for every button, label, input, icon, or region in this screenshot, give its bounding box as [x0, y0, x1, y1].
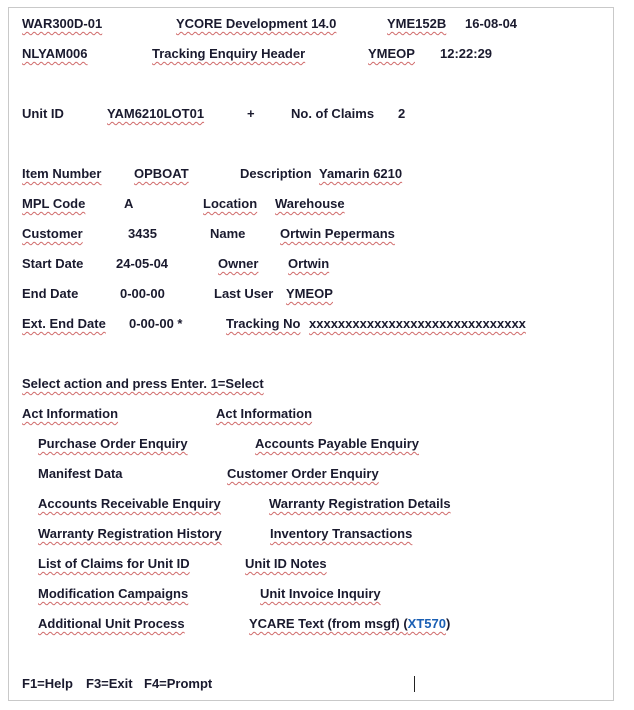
action-unit-invoice-inquiry[interactable]: Unit Invoice Inquiry	[260, 586, 381, 601]
action-manifest-data[interactable]: Manifest Data	[38, 466, 123, 481]
action-purchase-order-enquiry[interactable]: Purchase Order Enquiry	[38, 436, 188, 451]
item-number-value: OPBOAT	[134, 166, 189, 181]
action-instruction: Select action and press Enter. 1=Select	[22, 376, 264, 391]
action-warranty-registration-history[interactable]: Warranty Registration History	[38, 526, 222, 541]
mpl-code-label: MPL Code	[22, 196, 86, 211]
unit-id-prompt[interactable]: +	[247, 106, 255, 121]
location-label: Location	[203, 196, 258, 211]
unit-id-field[interactable]: YAM6210LOT01	[107, 106, 205, 121]
action-header-right: Act Information	[216, 406, 313, 421]
ycare-text-label: YCARE Text (from msgf) (	[249, 616, 408, 631]
user-code: YME152B	[387, 16, 447, 31]
system-name: YCORE Development 14.0	[176, 16, 337, 31]
item-number-label: Item Number	[22, 166, 102, 181]
action-ycare-text[interactable]	[249, 616, 450, 632]
end-date-label: End Date	[22, 286, 79, 301]
xt570-link[interactable]: XT570	[407, 616, 446, 631]
ext-end-date-value: 0-00-00 *	[129, 316, 183, 331]
last-user-value: YMEOP	[286, 286, 333, 301]
claims-label: No. of Claims	[291, 106, 375, 121]
f1-help-key[interactable]: F1=Help	[22, 676, 73, 691]
action-header-left: Act Information	[22, 406, 119, 421]
customer-label: Customer	[22, 226, 83, 241]
ext-end-date-label: Ext. End Date	[22, 316, 106, 331]
header-time: 12:22:29	[440, 46, 493, 61]
customer-value: 3435	[128, 226, 157, 241]
action-inventory-transactions[interactable]: Inventory Transactions	[270, 526, 413, 541]
f4-prompt-key[interactable]: F4=Prompt	[144, 676, 213, 691]
unit-id-label: Unit ID	[22, 106, 64, 121]
f3-exit-key[interactable]: F3=Exit	[86, 676, 133, 691]
end-date-value: 0-00-00	[120, 286, 165, 301]
owner-value: Ortwin	[288, 256, 330, 271]
action-accounts-receivable-enquiry[interactable]: Accounts Receivable Enquiry	[38, 496, 221, 511]
name-label: Name	[210, 226, 246, 241]
action-warranty-registration-details[interactable]: Warranty Registration Details	[269, 496, 451, 511]
owner-label: Owner	[218, 256, 259, 271]
tracking-no-value: xxxxxxxxxxxxxxxxxxxxxxxxxxxxxx	[309, 316, 526, 331]
description-label: Description	[240, 166, 312, 181]
location-value: Warehouse	[275, 196, 345, 211]
tracking-no-label: Tracking No	[226, 316, 301, 331]
ycare-text-close: )	[445, 616, 451, 631]
text-cursor	[414, 676, 415, 692]
name-value: Ortwin Pepermans	[280, 226, 395, 241]
last-user-label: Last User	[214, 286, 274, 301]
action-list-of-claims[interactable]: List of Claims for Unit ID	[38, 556, 190, 571]
program-id: WAR300D-01	[22, 16, 103, 31]
action-customer-order-enquiry[interactable]: Customer Order Enquiry	[227, 466, 379, 481]
description-value: Yamarin 6210	[319, 166, 403, 181]
action-additional-unit-process[interactable]: Additional Unit Process	[38, 616, 185, 631]
action-unit-id-notes[interactable]: Unit ID Notes	[245, 556, 327, 571]
action-accounts-payable-enquiry[interactable]: Accounts Payable Enquiry	[255, 436, 419, 451]
header-user: YMEOP	[368, 46, 415, 61]
page-title: Tracking Enquiry Header	[152, 46, 306, 61]
header-date: 16-08-04	[465, 16, 518, 31]
claims-value: 2	[398, 106, 406, 121]
screen-id: NLYAM006	[22, 46, 88, 61]
mpl-code-value: A	[124, 196, 134, 211]
action-modification-campaigns[interactable]: Modification Campaigns	[38, 586, 189, 601]
start-date-value: 24-05-04	[116, 256, 169, 271]
start-date-label: Start Date	[22, 256, 84, 271]
